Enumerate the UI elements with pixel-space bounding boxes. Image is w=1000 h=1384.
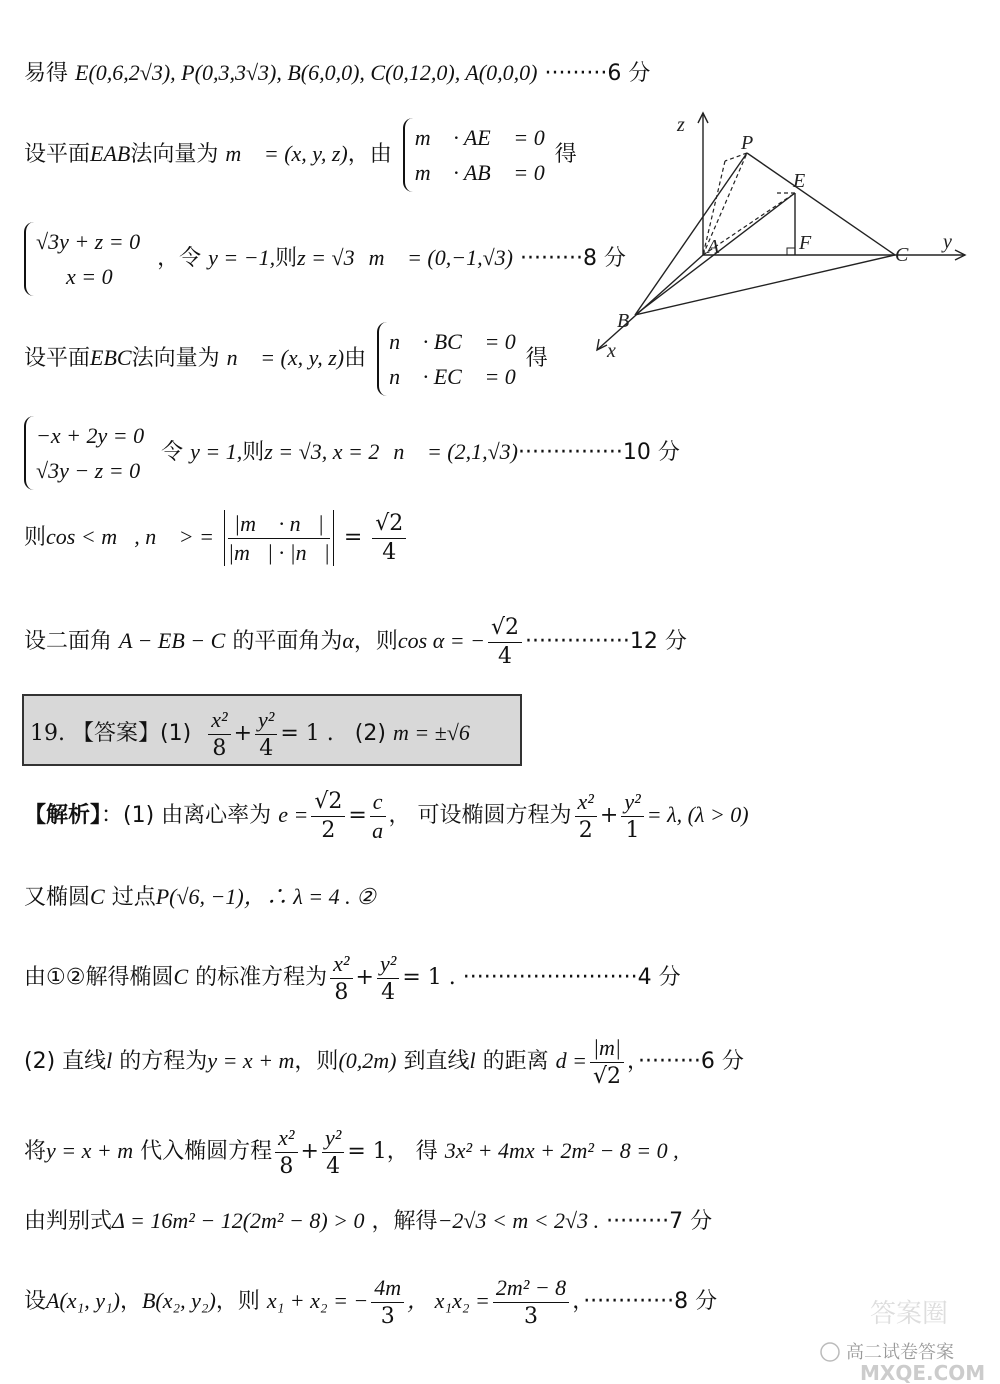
line-solve-m: √3y + z = 0 x = 0 ，令 y = −1,则z = √3 m⃗ = (0,−1,√3) ·········8 分 — [24, 222, 626, 296]
geometry-figure — [585, 105, 975, 365]
fraction: $\frac{4m}{3}$ — [371, 1274, 404, 1330]
label-p: P — [741, 132, 754, 154]
line-solve-n: −x + 2y = 0 √3y − z = 0 令 y = 1,则z = √3, x = 2 n⃗ = (2,1,√3)···············10 分 — [24, 416, 680, 490]
fraction: $\frac{\text{x²}}{8}$ — [330, 950, 352, 1006]
label-b: B — [617, 310, 630, 332]
analysis-line-6: 由判别式Δ = 16m² − 12(2m² − 8) > 0 ，解得−2√3 < m < 2√3 . ·········7 分 — [24, 1208, 713, 1234]
fraction: $\frac{|m|}{√2}$ — [590, 1034, 624, 1090]
score-6b: ，·········6 分 — [626, 1049, 744, 1074]
score-4: ·························4 分 — [462, 965, 681, 990]
watermark-site: MXQE.COM — [860, 1361, 986, 1384]
equation-system: n⃗ · BC⃗ = 0 n⃗ · EC⃗ = 0 — [377, 322, 522, 396]
fraction: $\frac{\text{y²}}{4}$ — [377, 950, 399, 1006]
fraction: $\frac{c}{a}$ — [370, 788, 386, 844]
score-8: ·········8 分 — [520, 246, 626, 272]
right-angle-mark — [787, 248, 795, 255]
line-dihedral: 设二面角 A − EB − C 的平面角为α，则cos α = − $\frac{√2}{4}$ ···············12 分 — [24, 615, 687, 669]
fraction: $\frac{\text{x²}}{8}$ — [275, 1124, 297, 1180]
label-x: x — [607, 340, 616, 362]
fraction: $\frac{√2}{4}$ — [488, 614, 522, 670]
label-z: z — [677, 114, 685, 136]
analysis-line-5: 将y = x + m 代入椭圆方程 $\frac{\text{x²}}{8}$ + $\frac{\text{y²}}{4}$ = 1， 得 3x² + 4mx + 2m² − 8 = 0 , — [24, 1125, 679, 1179]
analysis-line-3: 由①②解得椭圆C 的标准方程为 $\frac{\text{x²}}{8}$ + $\frac{\text{y²}}{4}$ = 1 . ·························4 分 — [24, 951, 681, 1005]
analysis-line-1: 【解析】：(1) 由离心率为 e = $\frac{√2}{2}$ = $\frac{c}{a}$ ， 可设椭圆方程为 $\frac{\text{x²}}{2}$ + $\frac{\text{y²}}{1}$ = λ, (λ > 0) — [24, 789, 749, 843]
label-a: A — [707, 236, 720, 258]
equation-system: √3y + z = 0 x = 0 — [24, 222, 146, 296]
score-7: ·········7 分 — [606, 1209, 713, 1234]
score-6: ·········6 分 — [544, 61, 651, 86]
fraction: $\frac{\text{y²}}{4}$ — [322, 1124, 344, 1180]
analysis-line-4: (2) 直线l 的方程为y = x + m，则(0,2m) 到直线l 的距离 d = $\frac{|m|}{√2}$ ，·········6 分 — [24, 1035, 744, 1089]
line-plane-ebc: 设平面EBC法向量为 n⃗ = (x, y, z)由 n⃗ · BC⃗ = 0 n⃗ · EC⃗ = 0 得 — [24, 322, 548, 396]
fraction: $\frac{√2}{2}$ — [311, 788, 345, 844]
fraction: $\frac{√2}{4}$ — [372, 510, 406, 566]
wechat-icon — [821, 1343, 839, 1361]
fraction: $\frac{\text{2m² − 8}}{3}$ — [493, 1274, 569, 1330]
line-plane-eab: 设平面EAB法向量为 m⃗ = (x, y, z)，由 m⃗ · AE⃗ = 0 m⃗ · AB⃗ = 0 得 — [24, 118, 577, 192]
line-cosine: 则cos < m⃗, n⃗ > = $\frac{|m⃗ \cdot n⃗|}{|m⃗| \cdot |n⃗|}$ = $\frac{√2}{4}$ — [24, 510, 409, 566]
score-12: ···············12 分 — [525, 629, 687, 654]
line-coordinates: 易得 E(0,6,2√3), P(0,3,3√3), B(6,0,0), C(0,12,0), A(0,0,0) ·········6 分 — [24, 60, 651, 86]
watermark-brand: 答案圈 — [870, 1299, 949, 1329]
analysis-line-2: 又椭圆C 过点P(√6, −1)，∴ λ = 4 . ② — [24, 884, 376, 910]
fraction: $\frac{\text{x²}}{2}$ — [575, 788, 597, 844]
equation-system: m⃗ · AE⃗ = 0 m⃗ · AB⃗ = 0 — [403, 118, 551, 192]
fraction: $\frac{\text{y²}}{4}$ — [255, 706, 277, 762]
edge-pb — [635, 153, 747, 315]
label-e: E — [793, 170, 806, 192]
label-f: F — [799, 232, 812, 254]
score-8b: ，·············8 分 — [572, 1289, 718, 1314]
label-c: C — [895, 244, 909, 266]
fraction: $\frac{\text{x²}}{8}$ — [208, 706, 230, 762]
label-y: y — [943, 231, 952, 253]
watermark — [800, 1290, 1000, 1384]
fraction: $\frac{\text{y²}}{1}$ — [621, 788, 643, 844]
analysis-line-7: 设A(x₁, y₁)，B(x₂, y₂)，则 x₁ + x₂ = − $\frac{4m}{3}$ ， x₁x₂ = $\frac{\text{2m² − 8}}{3}$ ，·············8 分 — [24, 1275, 718, 1329]
fraction: $\frac{|m⃗ \cdot n⃗|}{|m⃗| \cdot |n⃗|}$ — [224, 510, 334, 566]
equation-system: −x + 2y = 0 √3y − z = 0 — [24, 416, 150, 490]
score-10: ···············10 分 — [518, 440, 680, 466]
edge-pc — [747, 153, 895, 255]
watermark-account: 高二试卷答案 — [846, 1342, 954, 1363]
answer-box-19: 19. 【答案】(1) $\frac{\text{x²}}{8}$ + $\frac{\text{y²}}{4}$ = 1 . (2) m = ±√6 — [22, 694, 522, 766]
